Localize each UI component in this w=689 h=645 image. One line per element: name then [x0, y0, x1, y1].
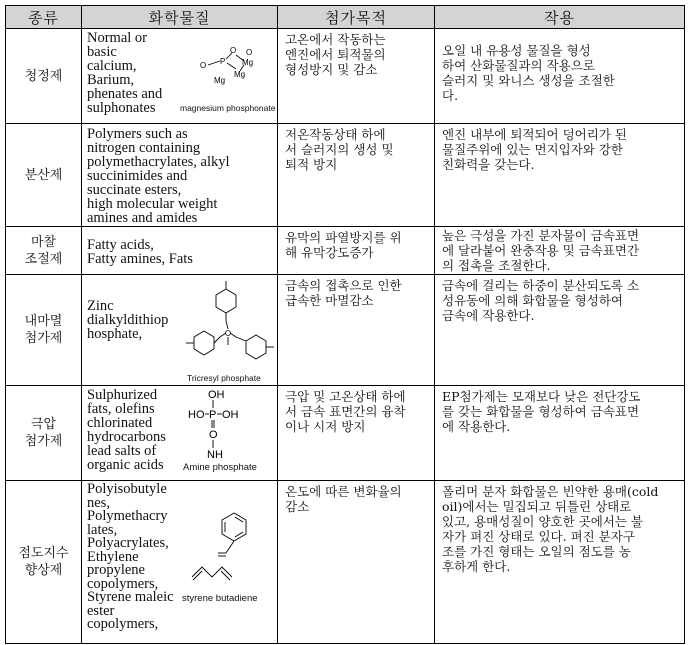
amine-label-oh1: OH [208, 389, 225, 401]
effect-cell [435, 481, 685, 644]
purpose-text: 저온작동상태 하에 서 슬러지의 생성 및 퇴적 방지 [285, 127, 394, 172]
chemical-cell [82, 386, 278, 481]
magnesium-phosphonate-diagram [194, 43, 272, 101]
chemical-cell [82, 29, 278, 124]
effect-cell [435, 386, 685, 481]
table-row [6, 275, 685, 386]
purpose-cell [278, 227, 435, 275]
effect-cell [435, 29, 685, 124]
effect-text: 금속에 걸리는 하중이 분산되도록 소 성유동에 의해 화합물을 형성하여 금속에 작용한다. [442, 278, 640, 323]
chemical-text: Polymers such as nitrogen containing polymethacrylates, alkyl succinimides and succinate esters, high molecular weight amines and amides [87, 126, 230, 226]
chemical-text: Normal or basic calcium, Barium, phenates and sulphonates [87, 30, 163, 116]
type-cell: 마찰 조절제 [6, 227, 82, 275]
effect-text: 엔진 내부에 퇴적되어 덩어리가 된 물질주위에 있는 먼지입자와 강한 친화력을 갖는다. [442, 127, 627, 172]
table-row [6, 29, 685, 124]
chemical-cell [82, 481, 278, 644]
image-caption: Amine phosphate [183, 462, 257, 473]
purpose-cell [278, 275, 435, 386]
effect-text: 높은 극성을 가진 분자물이 금속표면 에 달라붙어 완충작용 및 금속표면간 의 접촉을 조절한다. [442, 228, 640, 273]
amine-label-ho: HO [188, 409, 205, 421]
image-caption: styrene butadiene [182, 593, 258, 604]
chemical-text: Polyisobutyle nes, Polymethacry lates, Polyacrylates, Ethylene propylene copolymers, Styrene maleic ester copolymers, [87, 481, 174, 632]
purpose-cell [278, 29, 435, 124]
amine-label-oh2: OH [222, 409, 239, 421]
chemical-cell [82, 227, 278, 275]
image-caption: magnesium phosphonate [180, 103, 276, 113]
chemical-cell [82, 275, 278, 386]
purpose-text: 유막의 파열방지를 위 해 유막강도증가 [285, 230, 402, 260]
type-cell: 청정제 [6, 29, 82, 124]
effect-cell [435, 275, 685, 386]
effect-text: EP첨가제는 모재보다 낮은 전단강도 를 갖는 화합물을 형성하여 금속표면 에 작용한다. [442, 389, 641, 434]
mg-label-o2: O [230, 46, 237, 55]
chemical-text: Fatty acids, Fatty amines, Fats [87, 236, 193, 267]
table-row [6, 481, 685, 644]
purpose-text: 금속의 접촉으로 인한 급속한 마멸감소 [285, 278, 402, 308]
type-cell: 분산제 [6, 124, 82, 227]
effect-cell [435, 124, 685, 227]
header-row [6, 6, 685, 29]
styrene-butadiene-diagram [190, 505, 270, 595]
amine-label-o: O [209, 429, 218, 441]
chemical-text: Sulphurized fats, olefins chlorinated hydrocarbons lead salts of organic acids [87, 387, 166, 473]
header-chemical: 화학물질 [82, 6, 278, 29]
header-type: 종류 [6, 6, 82, 29]
header-purpose: 첨가목적 [278, 6, 435, 29]
mg-label-mg3: Mg [214, 76, 226, 85]
additive-table [5, 5, 685, 644]
table-row [6, 227, 685, 275]
amine-label-nh: NH [207, 449, 223, 460]
mg-label-mg2: Mg [234, 70, 246, 79]
purpose-text: 고온에서 작동하는 엔진에서 퇴적물의 형성방지 및 감소 [285, 32, 386, 77]
purpose-text: 온도에 따른 변화율의 감소 [285, 484, 402, 514]
header-effect: 작용 [435, 6, 685, 29]
amine-phosphate-diagram [186, 388, 246, 460]
amine-label-p: P [209, 409, 217, 421]
type-cell: 내마멸 첨가제 [6, 275, 82, 386]
tricresyl-phosphate-diagram [184, 279, 276, 371]
purpose-cell [278, 124, 435, 227]
image-caption: Tricresyl phosphate [187, 373, 261, 383]
mg-label-p: P [220, 57, 226, 66]
effect-text: 폴리머 분자 화합물은 빈약한 용매(cold oil)에서는 밀집되고 뒤틀린 상태로 있고, 용매성질이 양호한 곳에서는 불 자가 펴진 상태로 있다. 펴진 분자구 조를 가진 형태는 오일의 점도를 농 후하게 한다. [442, 484, 659, 574]
chemical-cell [82, 124, 278, 227]
purpose-cell [278, 481, 435, 644]
chemical-text: Zinc dialkyldithiop hosphate, [87, 298, 169, 342]
effect-text: 오일 내 유용성 물질을 형성 하여 산화물질과의 작용으로 슬러지 및 와니스 생성을 조절한 다. [442, 43, 615, 103]
mg-label-o1: O [200, 61, 207, 70]
purpose-cell [278, 386, 435, 481]
table-row [6, 124, 685, 227]
effect-cell [435, 227, 685, 275]
table-row [6, 386, 685, 481]
purpose-text: 극압 및 고온상태 하에 서 금속 표면간의 융착 이나 시저 방지 [285, 389, 406, 434]
mg-label-o3: O [246, 48, 253, 57]
type-cell: 극압 첨가제 [6, 386, 82, 481]
type-cell: 점도지수 향상제 [6, 481, 82, 644]
mg-label-mg1: Mg [242, 58, 254, 67]
